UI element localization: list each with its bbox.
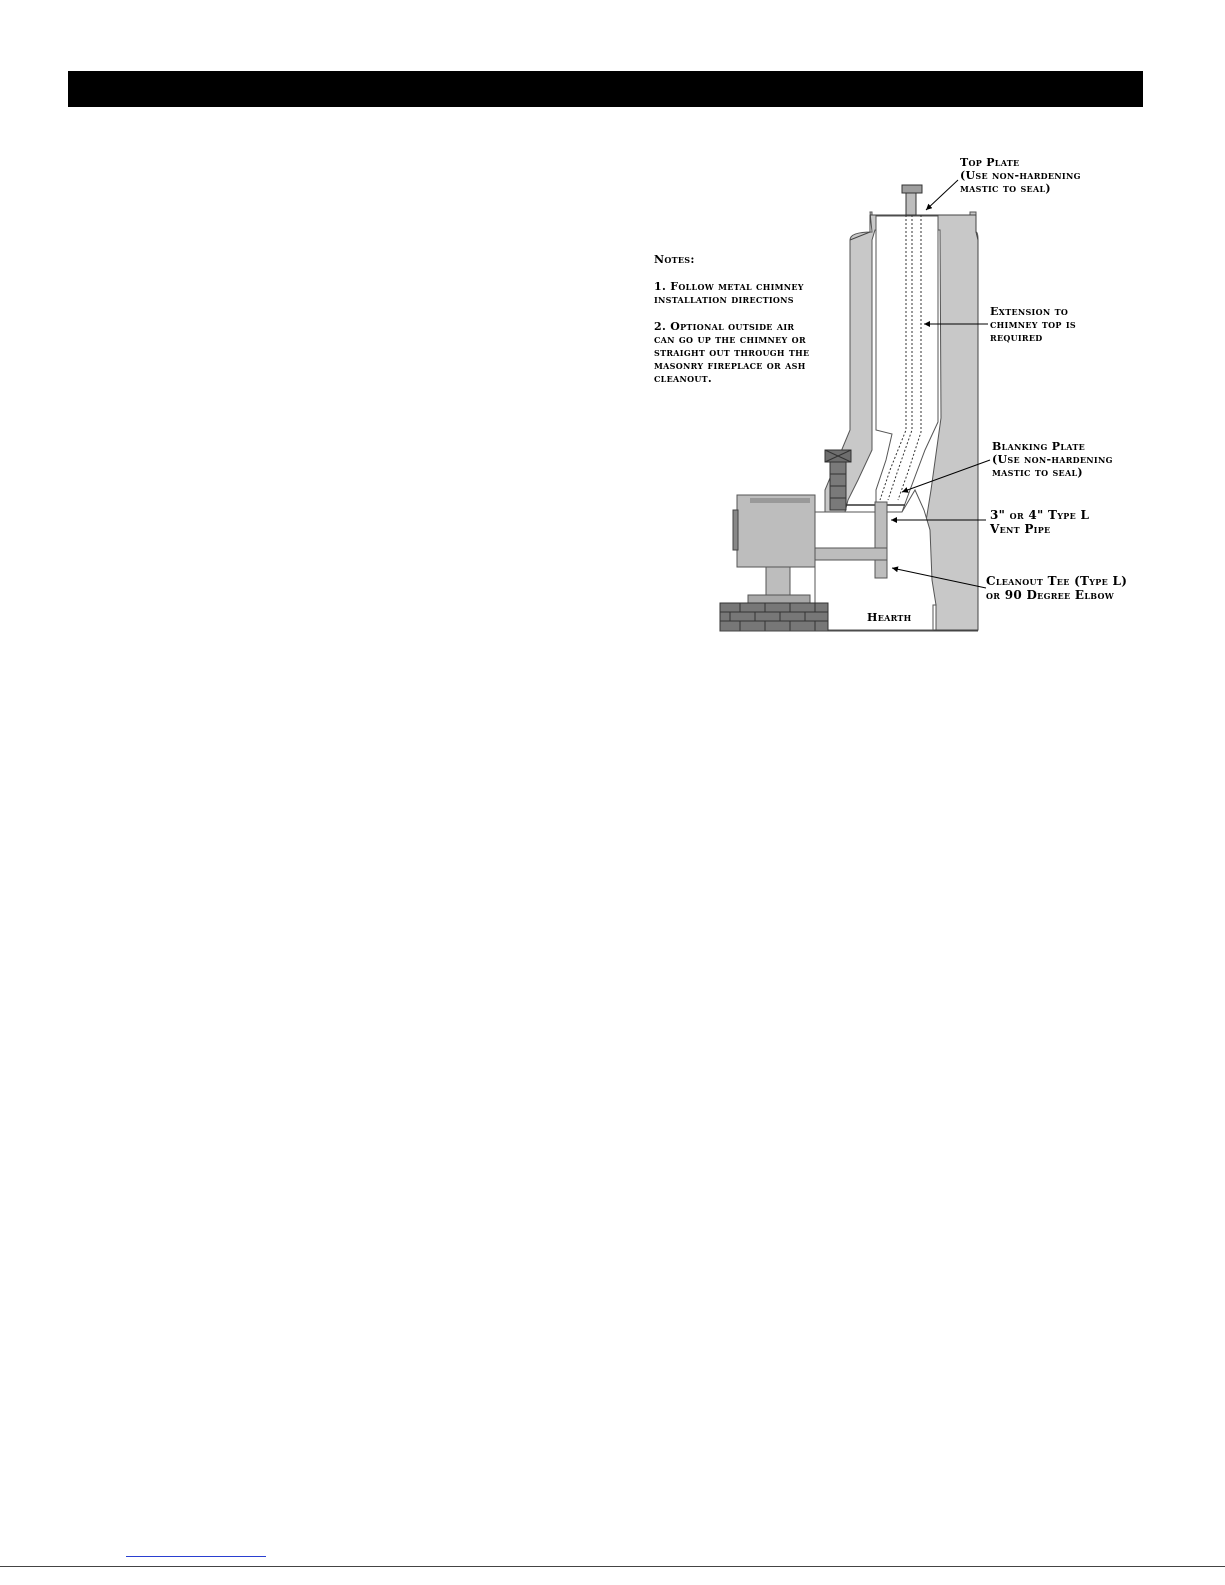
note-2-line-3: straight out through the: [654, 346, 810, 359]
vent-pipe-label-line-2: Vent Pipe: [990, 522, 1051, 536]
brick-hearth-pad: [720, 603, 828, 631]
cleanout-label-line-2: or 90 Degree Elbow: [986, 588, 1115, 602]
top-plate-label: [960, 156, 1081, 195]
flue-opening: [876, 216, 938, 512]
note-2: [654, 320, 809, 385]
footer-rule: [0, 1566, 1225, 1567]
hearth-label: Hearth: [867, 611, 912, 624]
blanking-plate-label-line-3: mastic to seal): [992, 466, 1083, 479]
cleanout-label-line-1: Cleanout Tee (Type L): [986, 574, 1128, 588]
vent-pipe-vertical: [875, 502, 887, 578]
vent-pipe-label: [990, 508, 1089, 536]
blanking-plate-label: [992, 440, 1113, 479]
blanking-plate-label-line-2: (Use non-hardening: [992, 453, 1113, 466]
note-1-line-1: 1. Follow metal chimney: [654, 280, 804, 293]
top-plate-leader: [926, 180, 958, 210]
extension-label-line-1: Extension to: [990, 305, 1069, 318]
extension-label-line-3: required: [990, 331, 1043, 344]
vent-pipe-horizontal: [815, 548, 887, 560]
blanking-plate-label-line-1: Blanking Plate: [992, 440, 1086, 453]
top-plate-label-line-3: mastic to seal): [960, 182, 1051, 195]
top-plate-label-line-2: (Use non-hardening: [960, 169, 1081, 182]
vent-pipe-label-line-1: 3" or 4" Type L: [990, 508, 1090, 522]
top-plate-cap: [902, 185, 922, 193]
cleanout-label: [986, 574, 1127, 602]
top-plate-label-line-1: Top Plate: [960, 156, 1020, 169]
note-2-line-4: masonry fireplace or ash: [654, 359, 806, 372]
extension-label: [990, 305, 1076, 344]
note-1: [654, 280, 804, 306]
note-2-line-1: 2. Optional outside air: [654, 320, 795, 333]
pellet-stove: [733, 495, 815, 603]
note-2-line-2: can go up the chimney or: [654, 333, 806, 346]
extension-label-line-2: chimney top is: [990, 318, 1076, 331]
note-1-line-2: installation directions: [654, 293, 794, 306]
notes-heading: Notes:: [654, 253, 695, 266]
section-header-bar: [68, 71, 1143, 107]
footer-link-underline[interactable]: [126, 1556, 266, 1557]
note-2-line-5: cleanout.: [654, 372, 713, 385]
chimney-installation-diagram: [640, 150, 1160, 650]
